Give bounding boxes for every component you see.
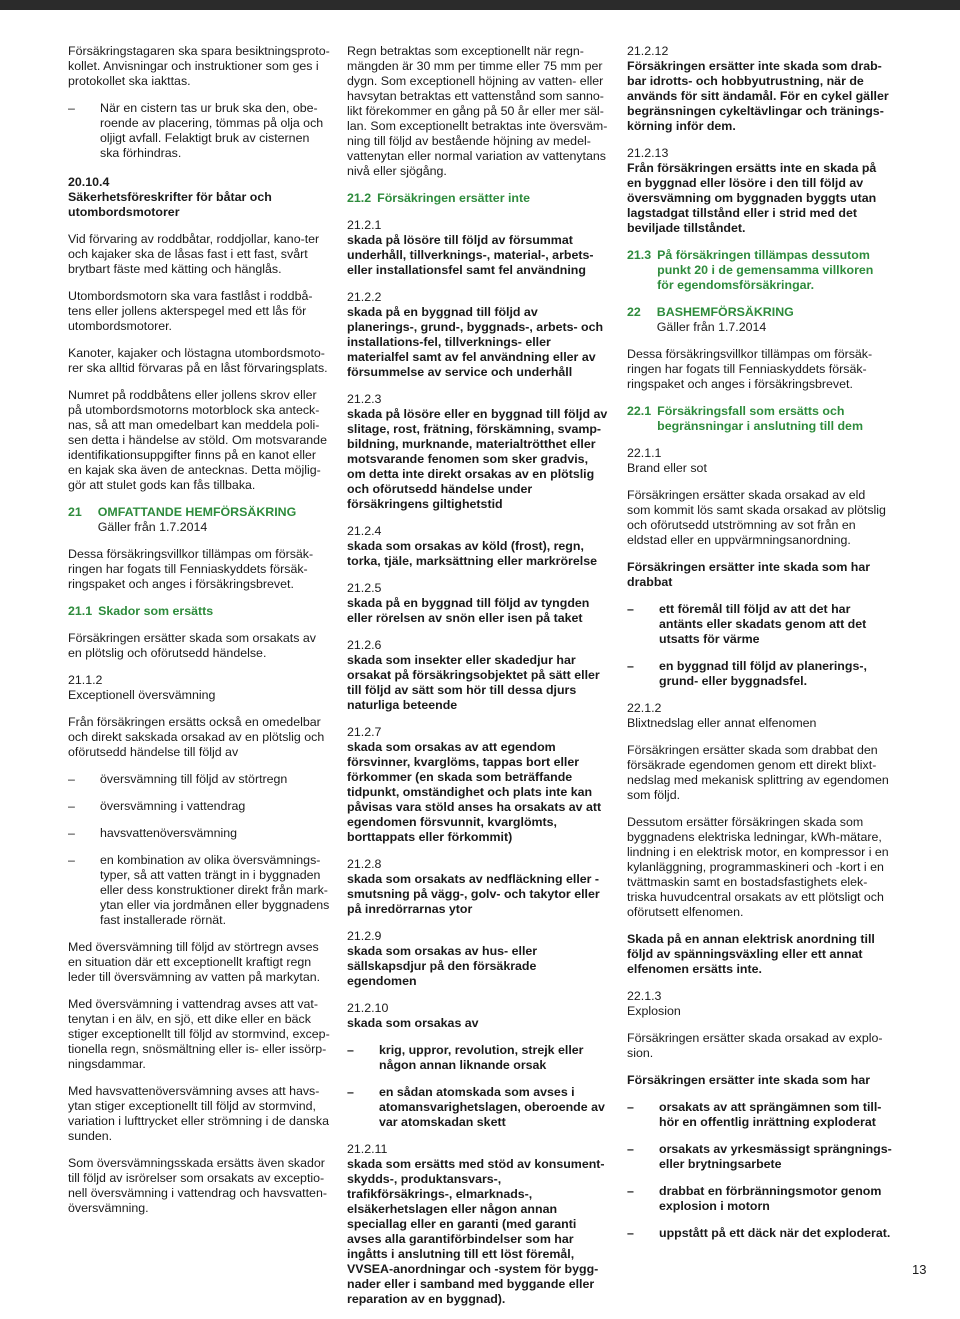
- section-22-1-heading: 22.1 Försäkringsfall som ersätts och begränsningar i anslutning till dem: [627, 404, 863, 433]
- list-item: – en byggnad till följd av planerings-, grund- eller byggnadsfel.: [627, 659, 867, 688]
- paragraph: Med havsvattenöversvämning avses att havs-ytan stiger exceptionellt till följd av stormvind, variation i lufttrycket eller strömning i de danska sunden.: [68, 1084, 330, 1143]
- paragraph: Försäkringen ersätter inte skada som har drabbat: [627, 560, 871, 589]
- paragraph: Regn betraktas som exceptionellt när regn-mängden är 30 mm per timme eller 75 mm per dygn. Som exceptionell höjning av vatten- eller havsytan betraktas ett vattenstånd som sanno-likt förekommer en gång på 50 år eller mer säl-lan. Som exceptionellt betraktas inte översväm-ning till följd av bestående höjning av medel-vattenytan eller normal variation av vattenytans nivå eller sjögång.: [347, 44, 608, 178]
- paragraph: Med översvämning till följd av störtregn avses en situation där ett exceptionellt kraftigt regn leder till översvämning av vatten på markytan.: [68, 940, 321, 984]
- list-item: – havsvattenöversvämning: [68, 826, 238, 840]
- list-item: – orsakats av att sprängämnen som till-hör en offentlig inrättning exploderat: [627, 1100, 882, 1129]
- clause-21-2-1: 21.2.1 skada på lösöre till följd av försummat underhåll, tillverknings-, material-, arbets-eller installationsfel samt fel användning: [347, 218, 594, 277]
- clause-21-2-7: 21.2.7 skada som orsakas av att egendom försvinner, kvarglöms, tappas bort eller förkommer (en skada som beträffande tidpunkt, omständighet och plats inte kan påvisas vara stöld anses ha orsakats av att egendomen försvunnit, kvarglömts, borttappats eller förkommit): [347, 725, 602, 844]
- paragraph: Vid förvaring av roddbåtar, roddjollar, kano-ter och kajaker ska de låsas fast i ett fast, svårt brytbart fäste med kätting och hänglås.: [68, 232, 320, 276]
- heading-22-1-3: 22.1.3 Explosion: [627, 989, 681, 1018]
- clause-21-2-6: 21.2.6 skada som insekter eller skadedjur har orsakat på försäkringsobjektet på sätt eller till följd av sätt som hör till dessa djurs naturliga beteende: [347, 638, 600, 712]
- section-21-3-heading: 21.3 På försäkringen tillämpas dessutom punkt 20 i de gemensamma villkoren för egendomsförsäkringar.: [627, 248, 874, 292]
- paragraph: Försäkringen ersätter skada orsakad av explo-sion.: [627, 1031, 883, 1060]
- heading-22-1-1: 22.1.1 Brand eller sot: [627, 446, 707, 475]
- clause-21-2-2: 21.2.2 skada på en byggnad till följd av planerings-, grund-, byggnads-, arbets- och installations-fel, tillverknings- eller materialfel samt av fel användning eller av försummelse av service och underhåll: [347, 290, 604, 379]
- list-item: – När en cistern tas ur bruk ska den, obe-roende av placering, tömmas på olja och oljigt avfall. Felaktigt bruk av cisternen ska förhindras.: [68, 101, 324, 160]
- paragraph: Kanoter, kajaker och löstagna utombordsmoto-rer ska alltid förvaras på en låst förvaringsplats.: [68, 346, 328, 375]
- list-item: – en kombination av olika översvämnings-typer, så att vatten trängt in i byggnaden eller dess konstruktioner direkt från mark-ytan eller via jordmånen eller byggnadens fast installerade rörnät.: [68, 853, 330, 927]
- section-21-1-heading: 21.1 Skador som ersätts: [68, 604, 214, 618]
- paragraph: Skada på en annan elektrisk anordning till följd av spänningsväxling eller ett annat elfenomen ersätts inte.: [627, 932, 875, 976]
- paragraph: Dessa försäkringsvillkor tillämpas om försäk-ringen har fogats till Fenniaskyddets försäk-ringspaket och anges i försäkringsbrevet.: [627, 347, 873, 391]
- paragraph: Utombordsmotorn ska vara fastlåst i roddbå-tens eller jollens akterspegel med ett lås för utombordsmotorer.: [68, 289, 313, 333]
- paragraph: Försäkringen ersätter skada som drabbat den försäkrade egendomen genom ett direkt blixt-nedslag med mekanisk splittring av egendomen som följd.: [627, 743, 889, 802]
- clause-21-2-11: 21.2.11 skada som ersätts med stöd av konsument-skydds-, produktansvars-, trafikförsäkrings-, elmarknads-, elsäkerhetslagen eller någon annan speciallag eller en garanti (med garanti avses alla garantiförbindelser som har ingåtts i anslutning till ett löst föremål, VVSEA-anordningar och -system för bygg-nader eller i samband med byggande eller reparation av en byggnad).: [347, 1142, 605, 1306]
- paragraph: Försäkringen ersätter skada orsakad av eld som kommit lös samt skada orsakad av plötslig och oförutsedd utströmning av sot från en eldstad eller en uppvärmningsanordning.: [627, 488, 886, 547]
- column-2: [347, 44, 609, 1319]
- paragraph: Dessutom ersätter försäkringen skada som byggnadens elektriska ledningar, kWh-mätare, lindning i en elektrisk motor, en kompressor i en kylanläggning, programmaskineri och -kort i en tvättmaskin samt en bostadsfastighets elek-triska huvudcentral orsakats av ett plötsligt och oförutsett elfenomen.: [627, 815, 889, 919]
- section-21-heading: 21 OMFATTANDE HEMFÖRSÄKRING Gäller från 1.7.2014: [68, 505, 297, 534]
- clause-21-2-10: 21.2.10 skada som orsakas av: [347, 1001, 479, 1030]
- list-item: – översvämning i vattendrag: [68, 799, 246, 813]
- column-1: [68, 44, 330, 1228]
- page-number: 13: [912, 1262, 927, 1277]
- clause-21-2-9: 21.2.9 skada som orsakas av hus- eller sällskapsdjur på den försäkrade egendomen: [347, 929, 538, 988]
- clause-21-2-5: 21.2.5 skada på en byggnad till följd av tyngden eller rörelsen av snön eller isen på taket: [347, 581, 590, 625]
- clause-21-2-3: 21.2.3 skada på lösöre eller en byggnad till följd av slitage, rost, frätning, förskämning, svamp-bildning, murknande, materialtrötthet eller motsvarande fenomen som sker gradvis, om detta inte direkt orsakas av en plötslig och oförutsedd händelse under försäkringens giltighetstid: [347, 392, 608, 511]
- paragraph: Försäkringen ersätter skada som orsakats av en plötslig och oförutsedd händelse.: [68, 631, 316, 660]
- list-item: – en sådan atomskada som avses i atomansvarighetslagen, oberoende av var atomskadan skett: [347, 1085, 605, 1129]
- clause-21-2-4: 21.2.4 skada som orsakas av köld (frost), regn, torka, tjäle, marksättning eller markrörelse: [347, 524, 597, 568]
- list-item: – översvämning till följd av störtregn: [68, 772, 288, 786]
- paragraph: Försäkringstagaren ska spara besiktningsproto-kollet. Anvisningar och instruktioner som ges i protokollet ska iakttas.: [68, 44, 330, 88]
- list-item: – drabbat en förbränningsmotor genom explosion i motorn: [627, 1184, 882, 1213]
- paragraph: Med översvämning i vattendrag avses att vat-tenytan i en älv, en sjö, ett dike eller en bäck stiger exceptionellt till följd av stormvind, excep-tionella regn, snösmältning eller is- eller issörp-ningsdammar.: [68, 997, 330, 1071]
- clause-21-2-13: 21.2.13 Från försäkringen ersätts inte en skada på en byggnad eller lösöre i den till följd av översvämning om byggnaden byggts utan lagstadgat tillstånd eller i strid med det beviljade tillståndet.: [627, 146, 877, 235]
- heading-22-1-2: 22.1.2 Blixtnedslag eller annat elfenomen: [627, 701, 817, 730]
- list-item: – krig, uppror, revolution, strejk eller någon annan liknande orsak: [347, 1043, 584, 1072]
- clause-21-2-8: 21.2.8 skada som orsakats av nedfläckning eller -smutsning på vägg-, golv- och takytor eller på inredörrarnas ytor: [347, 857, 600, 916]
- top-bar: [0, 0, 960, 10]
- heading-21-1-2: 21.1.2 Exceptionell översvämning: [68, 673, 216, 702]
- clause-21-2-12: 21.2.12 Försäkringen ersätter inte skada som drab-bar idrotts- och hobbyutrustning, när de används för sitt ändamål. För en cykel gäller begränsningen cykeltävlingar och tränings-körning inför dem.: [627, 44, 889, 133]
- paragraph: Från försäkringen ersätts också en omedelbar och direkt sakskada orsakad av en plötslig och oförutsedd händelse till följd av: [68, 715, 325, 759]
- paragraph: Som översvämningsskada ersätts även skador till följd av isrörelser som orsakats av exceptio-nell översvämning i vattendrag och havsvatten-översvämning.: [68, 1156, 327, 1215]
- heading-20-10-4: 20.10.4 Säkerhetsföreskrifter för båtar och utombordsmotorer: [68, 175, 272, 219]
- paragraph: Dessa försäkringsvillkor tillämpas om försäk-ringen har fogats till Fenniaskyddets försäk-ringspaket och anges i försäkringsbrevet.: [68, 547, 314, 591]
- list-item: – ett föremål till följd av att det har antänts eller skadats genom att det utsatts för värme: [627, 602, 867, 646]
- paragraph: Försäkringen ersätter inte skada som har: [627, 1073, 871, 1087]
- column-3: [627, 44, 892, 1253]
- section-21-2-heading: 21.2 Försäkringen ersätter inte: [347, 191, 530, 205]
- list-item: – uppstått på ett däck när det exploderat.: [627, 1226, 891, 1240]
- list-item: – orsakats av yrkesmässigt sprängnings-eller brytningsarbete: [627, 1142, 892, 1171]
- section-22-heading: 22 BASHEMFÖRSÄKRING Gäller från 1.7.2014: [627, 305, 794, 334]
- paragraph: Numret på roddbåtens eller jollens skrov eller på utombordsmotorns motorblock ska anteck-nas, så att man omedelbart kan meddela poli-sen detta i händelse av stöld. Om motsvarande identifikationsuppgifter finns på en kanot eller en kajak ska även de antecknas. Detta möjlig-gör att stulet gods kan fås tillbaka.: [68, 388, 327, 492]
